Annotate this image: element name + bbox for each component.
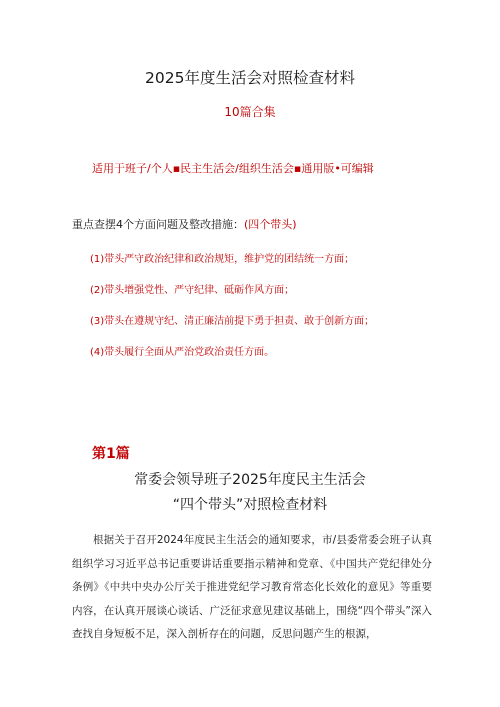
section-title-line2: “四个带头”对照检查材料 [172,497,328,513]
focus-heading [72,216,297,232]
focus-tag: (四个带头) [244,218,297,231]
focus-item: (4)带头履行全面从严治党政治责任方面。 [90,347,275,358]
section-number: 第1篇 [92,446,130,462]
focus-item: (2)带头增强党性、严守纪律、砥砺作风方面； [90,285,295,296]
document-title: 2025年度生活会对照检查材料 [145,69,355,87]
focus-label: 重点查摆4个方面问题及整改措施： [72,218,244,231]
section-title-line1: 常委会领导班子2025年度民主生活会 [134,472,366,488]
focus-item: (1)带头严守政治纪律和政治规矩，维护党的团结统一方面； [90,254,355,265]
document-subtitle: 10篇合集 [224,105,276,119]
focus-item: (3)带头在遵规守纪、清正廉洁前提下勇于担责、敢于创新方面； [90,316,375,327]
applicable-note: 适用于班子/个人▪民主生活会/组织生活会▪通用版•可编辑 [92,162,374,175]
body-paragraph: 根据关于召开2024年度民主生活会的通知要求，市/县委常委会班子认真组织学习习近平总书记重要讲话重要指示精神和党章、《中国共产党纪律处分条例》《中共中央办公厅关于推进党纪学习教育常态化长效化的意见》等重要内容，在认真开展谈心谈话、广泛征求意见建议基础上，围绕“四个带头”深入查找自身短板不足，深入剖析存在的问题，反思问题产生的根源， [72,534,432,640]
